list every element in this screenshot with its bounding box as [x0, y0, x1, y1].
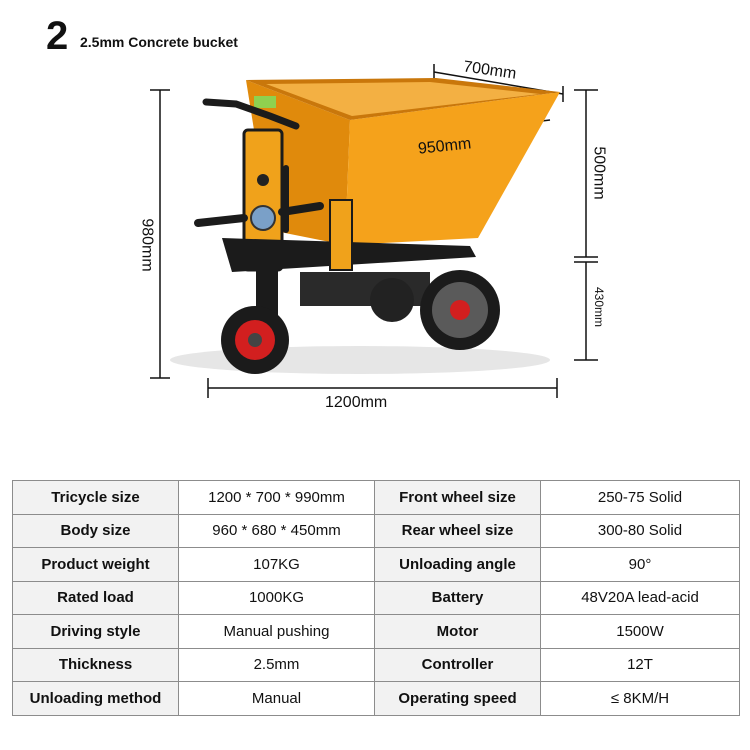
spec-key: Rear wheel size — [375, 514, 541, 548]
concrete-cart-illustration — [0, 60, 750, 420]
spec-value: 2.5mm — [179, 648, 375, 682]
spec-value: 1200 * 700 * 990mm — [179, 481, 375, 515]
spec-key: Operating speed — [375, 682, 541, 716]
spec-value: 90° — [541, 548, 740, 582]
dim-ground-height: 430mm — [592, 286, 607, 328]
table-row — [13, 514, 740, 548]
table-row — [13, 648, 740, 682]
dim-total-height: 980mm — [138, 218, 156, 272]
spec-value: 300-80 Solid — [541, 514, 740, 548]
spec-key: Body size — [13, 514, 179, 548]
spec-key: Unloading method — [13, 682, 179, 716]
bucket — [246, 78, 560, 245]
table-row — [13, 481, 740, 515]
spec-key: Unloading angle — [375, 548, 541, 582]
dim-total-length: 1200mm — [325, 394, 388, 411]
spec-value: 1000KG — [179, 581, 375, 615]
page-subtitle: 2.5mm Concrete bucket — [80, 34, 238, 50]
table-row — [13, 615, 740, 649]
spec-value: 1500W — [541, 615, 740, 649]
spec-key: Controller — [375, 648, 541, 682]
warning-label — [254, 96, 276, 108]
spec-value: 250-75 Solid — [541, 481, 740, 515]
section-number: 2 — [46, 14, 69, 58]
rear-wheel-far — [370, 278, 414, 322]
dim-bucket-height: 500mm — [590, 146, 608, 200]
spec-key: Thickness — [13, 648, 179, 682]
spec-key: Product weight — [13, 548, 179, 582]
spec-value: 12T — [541, 648, 740, 682]
dim-top-length: 950mm — [417, 135, 473, 158]
spec-value: 960 * 680 * 450mm — [179, 514, 375, 548]
spec-key: Battery — [375, 581, 541, 615]
dim-top-width: 700mm — [462, 58, 518, 83]
spec-value: ≤ 8KM/H — [541, 682, 740, 716]
spec-key: Driving style — [13, 615, 179, 649]
spec-key: Tricycle size — [13, 481, 179, 515]
spec-table — [12, 480, 740, 716]
spec-key: Rated load — [13, 581, 179, 615]
spec-value: 107KG — [179, 548, 375, 582]
spec-value: Manual — [179, 682, 375, 716]
spec-key: Front wheel size — [375, 481, 541, 515]
front-wheel — [221, 306, 289, 374]
table-row — [13, 682, 740, 716]
table-row — [13, 548, 740, 582]
rear-wheel-near — [420, 270, 500, 350]
table-row — [13, 581, 740, 615]
product-figure — [0, 60, 750, 420]
spec-value: Manual pushing — [179, 615, 375, 649]
spec-value: 48V20A lead-acid — [541, 581, 740, 615]
spec-key: Motor — [375, 615, 541, 649]
